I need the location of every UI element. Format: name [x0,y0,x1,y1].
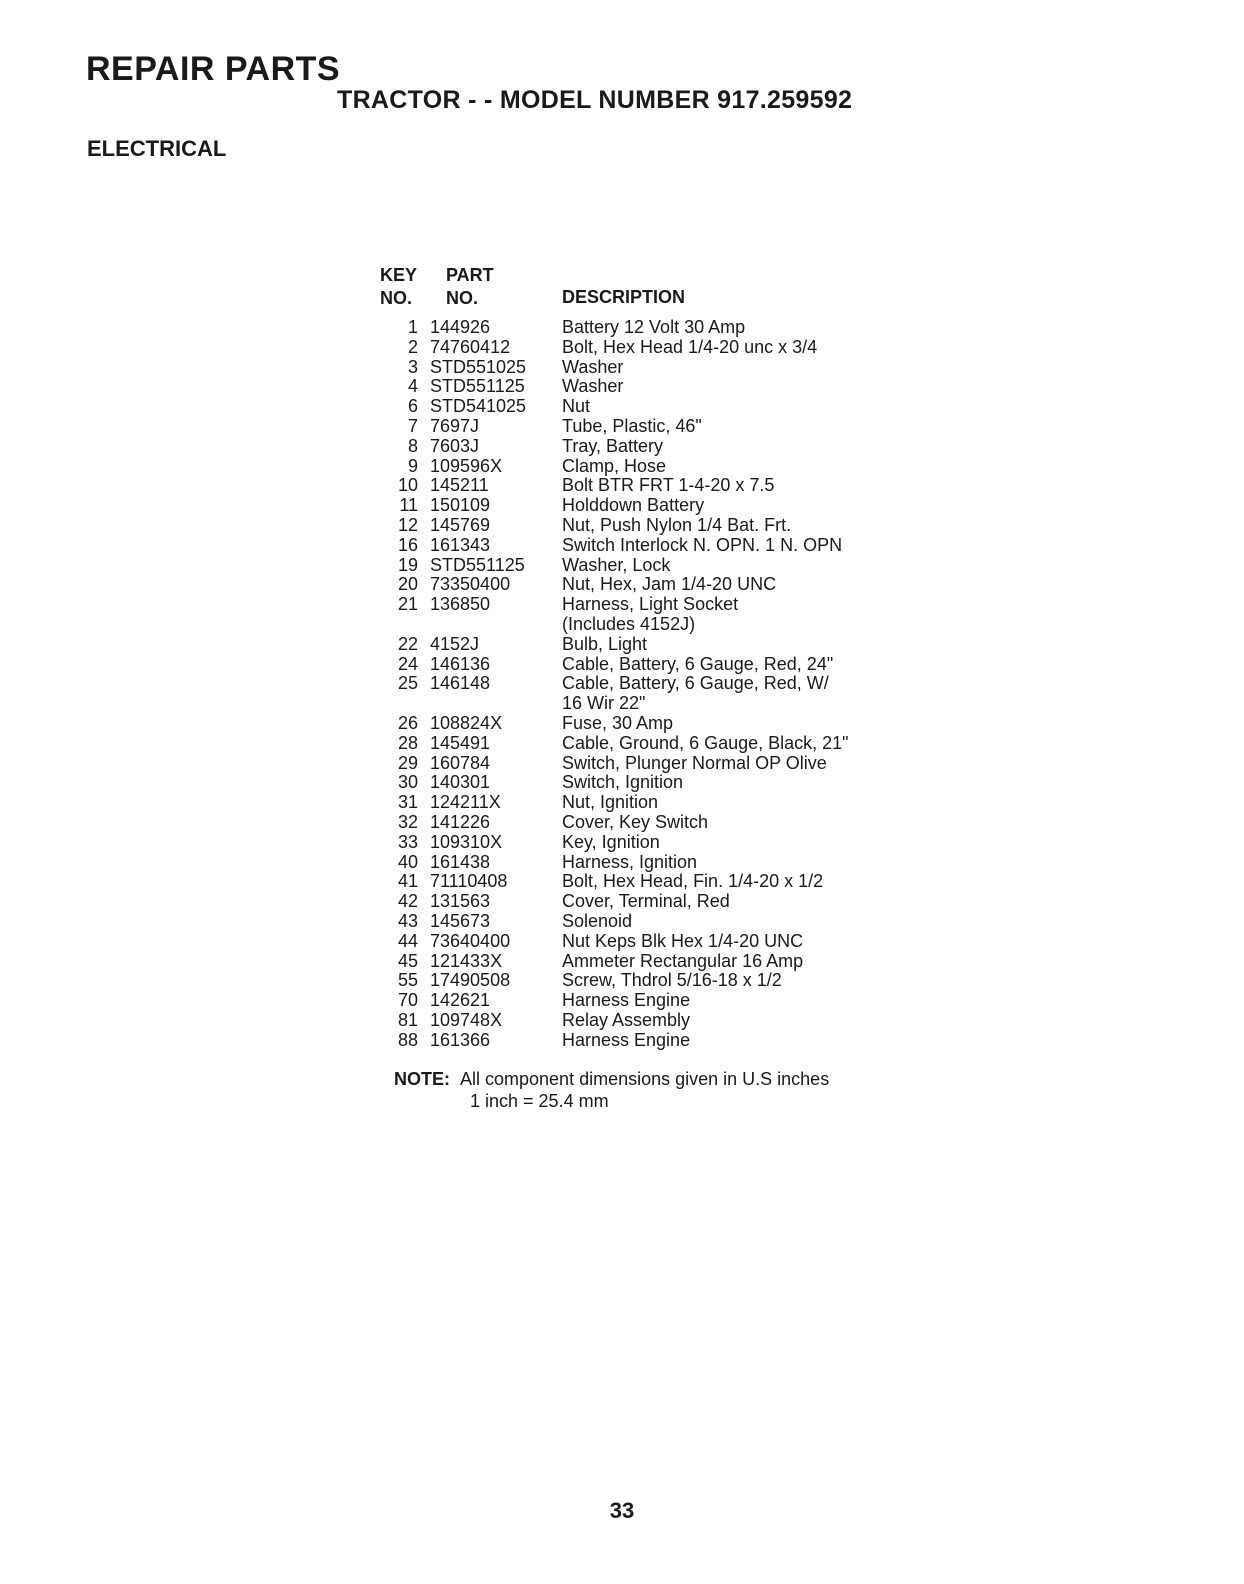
part-description [562,773,920,793]
part-number: 71110408 [430,871,508,892]
part-number: 7603J [430,435,480,456]
table-row [380,793,920,813]
part-description [562,912,920,932]
part-number: 73640400 [430,930,511,951]
description-line: Bolt BTR FRT 1-4-20 x 7.5 [562,475,775,496]
table-row [380,971,920,991]
key-number: 31 [397,792,418,813]
description-line: Screw, Thdrol 5/16-18 x 1/2 [562,970,782,991]
table-header [380,264,920,310]
table-row [380,358,920,378]
key-number: 8 [407,435,418,456]
table-row [380,377,920,397]
part-description [562,1011,920,1031]
description-line: Switch, Ignition [562,772,684,793]
description-line: Cable, Ground, 6 Gauge, Black, 21" [562,732,849,753]
table-row [380,892,920,912]
description-line: Nut [562,396,591,417]
key-number: 7 [407,415,418,436]
part-description [562,536,920,556]
table-row [380,595,920,635]
part-number: 131563 [430,891,491,912]
key-number: 21 [397,594,418,615]
table-row [380,1031,920,1051]
description-line: Clamp, Hose [562,455,667,476]
key-number: 42 [397,891,418,912]
table-row [380,773,920,793]
part-description [562,674,920,714]
part-number: 109310X [430,831,503,852]
table-row [380,833,920,853]
description-line: Tray, Battery [562,435,664,456]
part-number: 150109 [430,495,491,516]
key-number: 41 [397,871,418,892]
table-row [380,1011,920,1031]
description-line: Nut Keps Blk Hex 1/4-20 UNC [562,930,804,951]
part-description [562,318,920,338]
part-number: STD551125 [430,554,525,575]
description-line: Harness Engine [562,990,691,1011]
part-number: 161438 [430,851,491,872]
description-line: 16 Wir 22" [562,693,646,714]
part-number: 142621 [430,990,491,1011]
description-line: Nut, Push Nylon 1/4 Bat. Frt. [562,514,792,535]
table-row [380,674,920,714]
key-no-header-line2: NO. [380,288,413,308]
description-line: Fuse, 30 Amp [562,712,674,733]
key-number: 9 [407,455,418,476]
part-number: 161343 [430,534,491,555]
key-number: 55 [397,970,418,991]
table-row [380,397,920,417]
key-number: 28 [397,732,418,753]
part-number: 17490508 [430,970,511,991]
key-number: 24 [397,653,418,674]
description-line: Cable, Battery, 6 Gauge, Red, 24" [562,653,834,674]
table-row [380,932,920,952]
key-number: 88 [397,1029,418,1050]
part-description [562,971,920,991]
table-row [380,318,920,338]
part-number: 140301 [430,772,491,793]
description-line: Bulb, Light [562,633,648,654]
part-number: 4152J [430,633,480,654]
description-line: Cover, Key Switch [562,811,709,832]
table-row [380,417,920,437]
key-number: 45 [397,950,418,971]
key-number: 20 [397,574,418,595]
key-number: 44 [397,930,418,951]
description-line: Battery 12 Volt 30 Amp [562,317,746,337]
part-description [562,1031,920,1051]
key-number: 29 [397,752,418,773]
description-line: Cover, Terminal, Red [562,891,730,912]
part-number: STD551025 [430,356,527,377]
description-line: Switch Interlock N. OPN. 1 N. OPN [562,534,843,555]
key-number: 6 [407,396,418,417]
key-number: 10 [397,475,418,496]
part-number: 141226 [430,811,491,832]
table-row [380,952,920,972]
description-line: Harness, Light Socket [562,594,739,615]
key-number: 4 [407,376,418,397]
part-number: 145673 [430,910,491,931]
key-number: 25 [397,673,418,694]
key-number: 81 [397,1009,418,1030]
description-line: Switch, Plunger Normal OP Olive [562,752,827,773]
note [394,1068,829,1112]
table-row [380,714,920,734]
table-row [380,734,920,754]
part-description [562,437,920,457]
part-description [562,793,920,813]
key-number: 32 [397,811,418,832]
part-number: 146136 [430,653,491,674]
description-line: Solenoid [562,910,633,931]
table-row [380,338,920,358]
note-line2: 1 inch = 25.4 mm [470,1091,609,1111]
description-line: Washer, Lock [562,554,671,575]
part-number: STD551125 [430,376,525,397]
table-row [380,556,920,576]
part-number: 108824X [430,712,503,733]
description-line: (Includes 4152J) [562,613,696,634]
part-description [562,734,920,754]
key-number: 1 [407,317,418,337]
part-number: 160784 [430,752,491,773]
part-number: 145491 [430,732,491,753]
description-line: Relay Assembly [562,1009,691,1030]
part-number: 145769 [430,514,491,535]
part-description [562,991,920,1011]
part-description [562,892,920,912]
part-description [562,872,920,892]
table-row [380,813,920,833]
page-number: 33 [609,1498,635,1523]
description-line: Key, Ignition [562,831,660,852]
part-description [562,457,920,477]
description-line: Harness, Ignition [562,851,698,872]
part-description [562,338,920,358]
part-description [562,595,920,635]
table-row [380,655,920,675]
table-row [380,536,920,556]
part-description [562,556,920,576]
note-label: NOTE: [394,1069,450,1089]
part-number: 7697J [430,415,480,436]
part-no-header-line1: PART [446,265,494,285]
part-description [562,813,920,833]
description-line: Holddown Battery [562,495,705,516]
key-no-header [380,264,446,310]
description-line: Nut, Ignition [562,792,659,813]
part-description [562,833,920,853]
key-number: 26 [397,712,418,733]
part-description [562,496,920,516]
parts-table [380,264,920,1050]
table-row [380,991,920,1011]
part-description [562,635,920,655]
table-row [380,496,920,516]
table-row [380,912,920,932]
key-number: 2 [407,336,418,357]
part-number: 161366 [430,1029,491,1050]
part-description [562,476,920,496]
table-row [380,635,920,655]
part-description [562,516,920,536]
part-number: 144926 [430,317,491,337]
part-number: 109748X [430,1009,503,1030]
key-number: 70 [397,990,418,1011]
table-row [380,437,920,457]
part-number: 124211X [430,792,501,813]
part-number: 136850 [430,594,491,615]
part-description [562,932,920,952]
part-description [562,575,920,595]
key-number: 19 [397,554,418,575]
key-number: 30 [397,772,418,793]
part-description [562,397,920,417]
key-number: 43 [397,910,418,931]
key-number: 16 [397,534,418,555]
model-number-heading: TRACTOR - - MODEL NUMBER 917.259592 [337,86,853,114]
description-line: Ammeter Rectangular 16 Amp [562,950,804,971]
table-body [380,318,920,1050]
table-row [380,872,920,892]
part-number: 146148 [430,673,491,694]
description-line: Bolt, Hex Head, Fin. 1/4-20 x 1/2 [562,871,824,892]
key-number: 3 [407,356,418,377]
part-number: 74760412 [430,336,511,357]
table-row [380,853,920,873]
key-no-header-line1: KEY [380,265,418,285]
part-no-header-line2: NO. [446,288,479,308]
part-number: 109596X [430,455,503,476]
table-row [380,457,920,477]
page-title: REPAIR PARTS [86,50,341,88]
part-description [562,714,920,734]
part-number: 73350400 [430,574,511,595]
table-row [380,754,920,774]
table-row [380,476,920,496]
section-title: ELECTRICAL [87,136,227,161]
table-row [380,516,920,536]
part-number: 145211 [430,475,489,496]
key-number: 40 [397,851,418,872]
description-line: Washer [562,356,624,377]
key-number: 33 [397,831,418,852]
part-number: STD541025 [430,396,527,417]
description-line: Tube, Plastic, 46" [562,415,702,436]
table-row [380,575,920,595]
part-description [562,952,920,972]
key-number: 12 [397,514,418,535]
key-number: 22 [397,633,418,654]
part-description [562,358,920,378]
part-description [562,417,920,437]
description-header: DESCRIPTION [562,287,686,307]
description-line: Harness Engine [562,1029,691,1050]
description-line: Washer [562,376,624,397]
part-number: 121433X [430,950,503,971]
part-description [562,853,920,873]
part-description [562,377,920,397]
key-number: 11 [399,495,418,516]
description-line: Nut, Hex, Jam 1/4-20 UNC [562,574,777,595]
note-line1: All component dimensions given in U.S inches [460,1069,830,1089]
description-line: Cable, Battery, 6 Gauge, Red, W/ [562,673,829,694]
part-description [562,655,920,675]
part-no-header [446,264,562,310]
description-line: Bolt, Hex Head 1/4-20 unc x 3/4 [562,336,818,357]
part-description [562,754,920,774]
